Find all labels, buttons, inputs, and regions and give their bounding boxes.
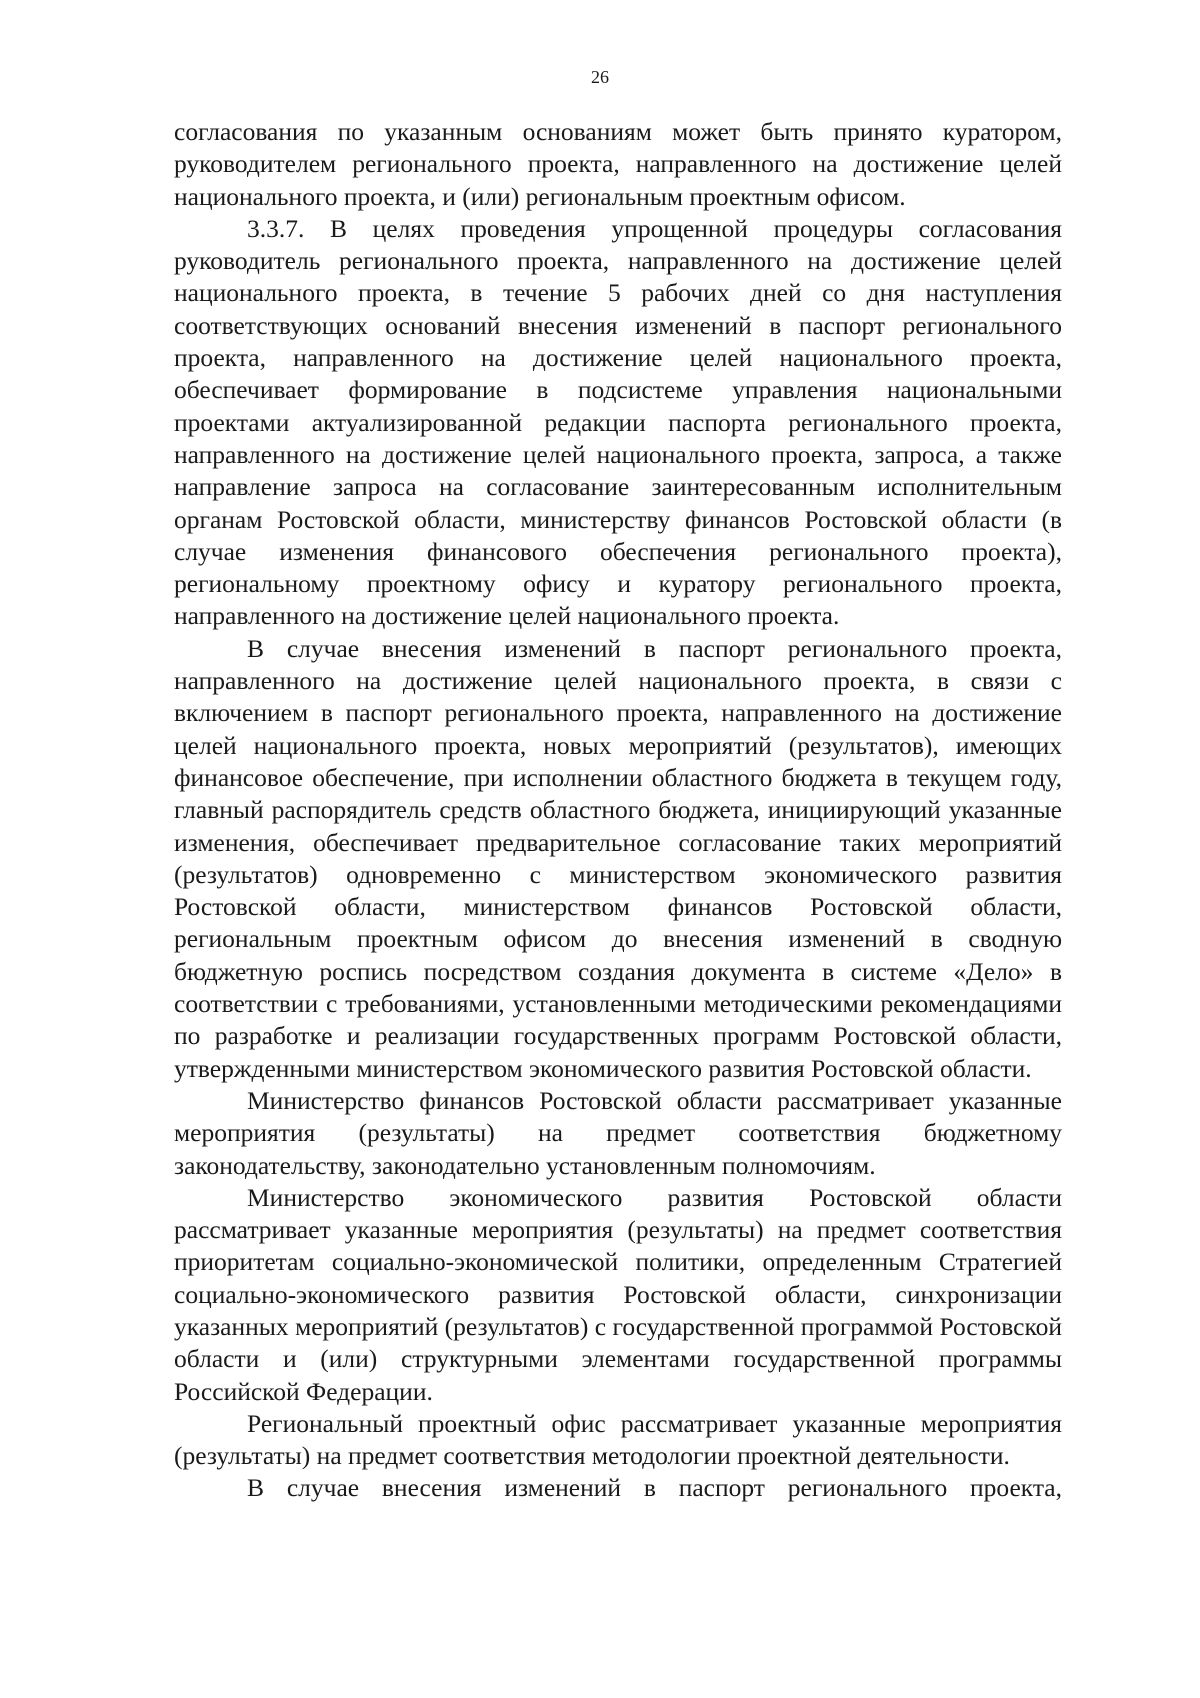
paragraph-new-activities: В случае внесения изменений в паспорт регионального проекта, направленного на достижение целей национального проекта, в связи с включением в паспорт регионального проекта, направленного на достижение целей национального проекта, новых мероприятий (результатов), имеющих финансовое обеспечение, при исполнении областного бюджета в текущем году, главный распорядитель средств областного бюджета, инициирующий указанные изменения, обеспечивает предварительное согласование таких мероприятий (результатов) одновременно с министерством экономического развития Ростовской области, министерством финансов Ростовской области, региональным проектным офисом до внесения изменений в сводную бюджетную роспись посредством создания документа в системе «Дело» в соответствии с требованиями, установленными методическими рекомендациями по разработке и реализации государственных программ Ростовской области, утвержденными министерством экономического развития Ростовской области. [174, 633, 1062, 1083]
paragraph-continuation: согласования по указанным основаниям может быть принято куратором, руководителем регионального проекта, направленного на достижение целей национального проекта, и (или) региональным проектным офисом. [174, 117, 1062, 211]
paragraph-finance-ministry: Министерство финансов Ростовской области рассматривает указанные мероприятия (результаты) на предмет соответствия бюджетному законодательству, законодательно установленным полномочиям. [174, 1085, 1062, 1180]
paragraph-continues: В случае внесения изменений в паспорт регионального проекта, [247, 1473, 1062, 1503]
paragraph-project-office: Региональный проектный офис рассматривает указанные мероприятия (результаты) на предмет соответствия методологии проектной деятельности. [174, 1408, 1062, 1471]
document-body [174, 116, 1062, 1505]
paragraph-economy-ministry: Министерство экономического развития Ростовской области рассматривает указанные мероприятия (результаты) на предмет соответствия приоритетам социально-экономической политики, определенным Стратегией социально-экономического развития Ростовской области, синхронизации указанных мероприятий (результатов) с государственной программой Ростовской области и (или) структурными элементами государственной программы Российской Федерации. [174, 1182, 1062, 1406]
page-number: 26 [591, 67, 609, 87]
paragraph-3-3-7: 3.3.7. В целях проведения упрощенной процедуры согласования руководитель регионального проекта, направленного на достижение целей национального проекта, в течение 5 рабочих дней со дня наступления соответствующих оснований внесения изменений в паспорт регионального проекта, направленного на достижение целей национального проекта, обеспечивает формирование в подсистеме управления национальными проектами актуализированной редакции паспорта регионального проекта, направленного на достижение целей национального проекта, запроса, а также направление запроса на согласование заинтересованным исполнительным органам Ростовской области, министерству финансов Ростовской области (в случае изменения финансового обеспечения регионального проекта), региональному проектному офису и куратору регионального проекта, направленного на достижение целей национального проекта. [174, 213, 1062, 631]
